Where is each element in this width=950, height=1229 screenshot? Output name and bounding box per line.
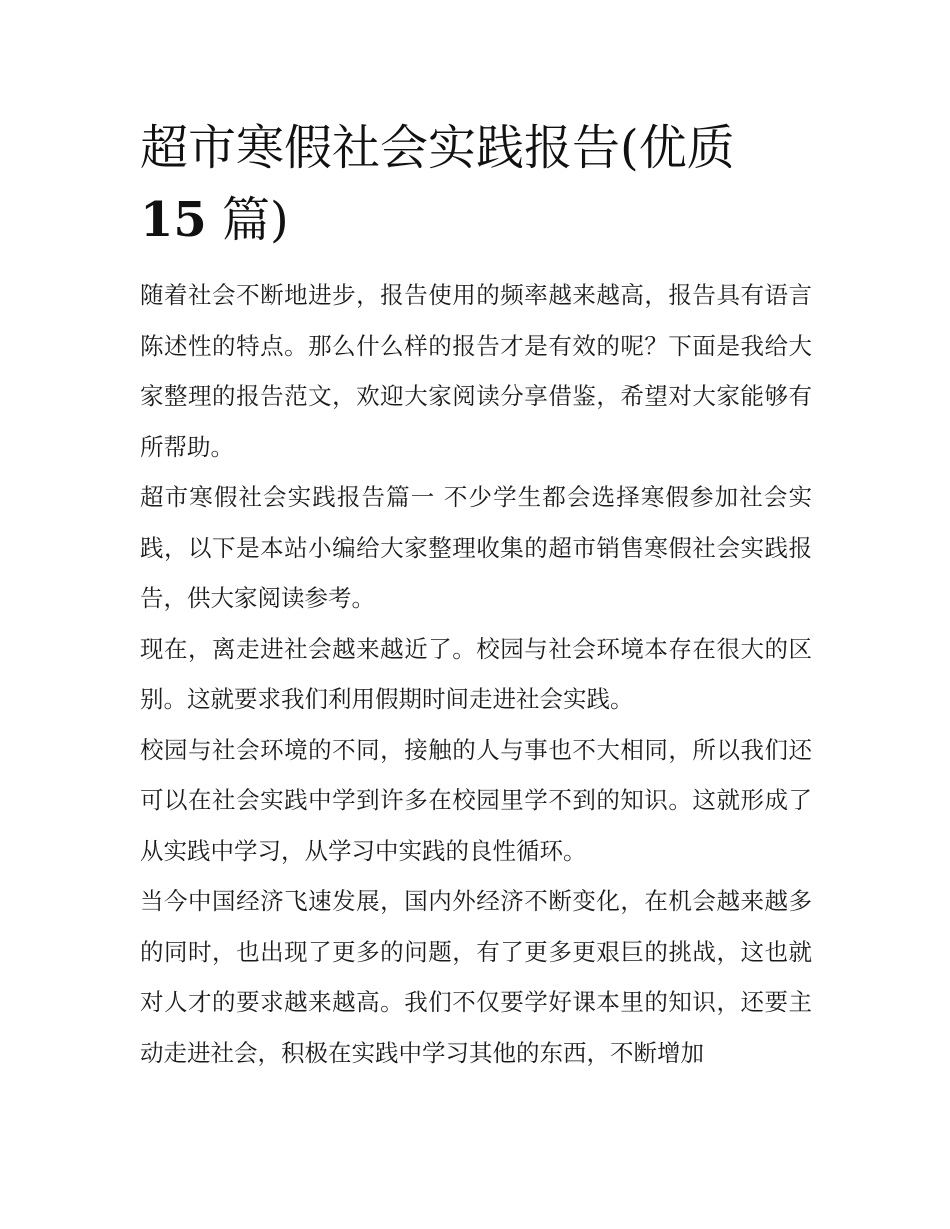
paragraph-3: 校园与社会环境的不同，接触的人与事也不大相同，所以我们还可以在社会实践中学到许多在校园里学不到的知识。这就形成了从实践中学习，从学习中实践的良性循环。: [140, 735, 812, 865]
title-line-1: 超市寒假社会实践报告(优质: [140, 120, 735, 176]
document-title: [140, 112, 812, 256]
paragraph-1: 超市寒假社会实践报告篇一 不少学生都会选择寒假参加社会实践，以下是本站小编给大家整理收集的超市销售寒假社会实践报告，供大家阅读参考。: [140, 483, 812, 612]
paragraph-intro: 随着社会不断地进步，报告使用的频率越来越高，报告具有语言陈述性的特点。那么什么样的报告才是有效的呢？下面是我给大家整理的报告范文，欢迎大家阅读分享借鉴，希望对大家能够有所帮助。: [140, 281, 812, 461]
paragraph-4: 当今中国经济飞速发展，国内外经济不断变化，在机会越来越多的同时，也出现了更多的问题，有了更多更艰巨的挑战，这也就对人才的要求越来越高。我们不仅要学好课本里的知识，还要主动走进社会，积极在实践中学习其他的东西，不断增加: [140, 887, 812, 1067]
document-body: [140, 112, 812, 1078]
paragraph-2: 现在，离走进社会越来越近了。校园与社会环境本存在很大的区别。这就要求我们利用假期时间走进社会实践。: [140, 634, 812, 713]
title-number: 15: [140, 192, 207, 248]
title-line-2-rest: 篇): [206, 192, 289, 248]
